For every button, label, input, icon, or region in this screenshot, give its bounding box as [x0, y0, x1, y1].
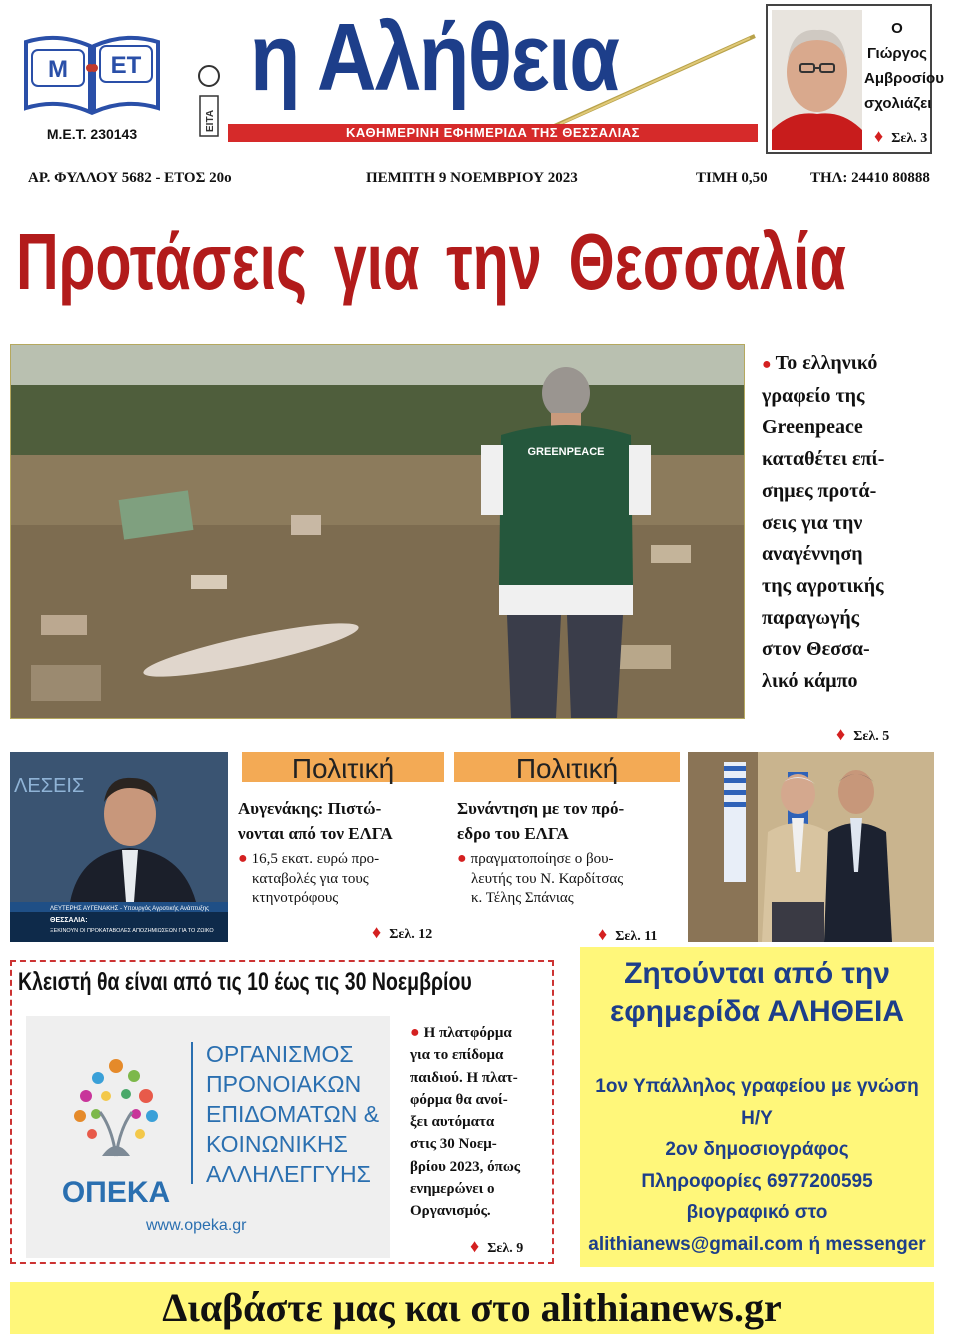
ad-title-line-1: Ζητούνται από την	[624, 957, 890, 990]
opeka-logo-line-2: ΠΡΟΝΟΙΑΚΩΝ	[206, 1071, 362, 1097]
story-right-page: Σελ. 11	[615, 929, 658, 944]
columnist-page: Σελ. 3	[891, 131, 928, 146]
job-ad-box[interactable]	[580, 947, 934, 1267]
story-right-headline-2: εδρο του ΕΛΓΑ	[457, 824, 569, 843]
lead-line: ● Το ελληνικό	[762, 352, 878, 374]
opeka-logo-line-3: ΕΠΙΔΟΜΑΤΩΝ &	[206, 1101, 380, 1127]
lead-line: λικό κάμπο	[762, 670, 858, 693]
main-photo-greenpeace[interactable]	[10, 344, 745, 719]
story-left-body-1: 16,5 εκατ. ευρώ προ-	[251, 851, 380, 867]
story-right-page-ref[interactable]	[598, 924, 657, 945]
issue-number: ΑΡ. ΦΥΛΛΟΥ 5682 - ΕΤΟΣ 20ο	[28, 170, 232, 186]
opeka-logo-name: ΟΠΕΚΑ	[61, 1176, 171, 1209]
ad-body-line-3: 2ον δημοσιογράφος	[665, 1139, 849, 1160]
opeka-line: στις 30 Νοεμ-	[410, 1136, 497, 1153]
contact-phone: ΤΗΛ: 24410 80888	[810, 170, 930, 186]
lead-line: παραγωγής	[762, 606, 860, 629]
columnist-line-1: Ο Γιώργος	[867, 20, 927, 62]
bullet-icon: ●	[410, 1024, 424, 1041]
tv-caption-name: ΛΕΥΤΕΡΗΣ ΑΥΓΕΝΑΚΗΣ - Υπουργός Αγροτικής Ανάπτυξης	[50, 906, 210, 912]
category-tab-politics-right[interactable]: Πολιτική	[454, 752, 680, 782]
avgenakis-tv-photo[interactable]	[10, 752, 228, 942]
opeka-line: παιδιού. Η πλατ-	[410, 1069, 518, 1086]
opeka-line: ● Η πλατφόρμα	[410, 1024, 512, 1041]
lead-line: καταθέτει επί-	[762, 448, 885, 471]
story-left-body-2: καταβολές για τους	[252, 870, 369, 887]
tv-caption-headline: ΞΕΚΙΝΟΥΝ ΟΙ ΠΡΟΚΑΤΑΒΟΛΕΣ ΑΠΟΖΗΜΙΩΣΕΩΝ ΓΙΑ ΤΟ ΖΩΙΚΟ	[50, 928, 214, 934]
story-right-headline-1: Συνάντηση με τον πρό-	[457, 799, 625, 818]
bullet-icon: ●	[762, 356, 776, 373]
issue-date: ΠΕΜΠΤΗ 9 ΝΟΕΜΒΡΙΟΥ 2023	[366, 170, 578, 186]
story-right-body-1: πραγματοποίησε ο βου-	[470, 851, 614, 867]
story-right[interactable]	[457, 796, 683, 909]
story-left-headline-1: Αυγενάκης: Πιστώ-	[238, 799, 382, 818]
story-left-page: Σελ. 12	[389, 927, 433, 942]
met-logo	[18, 12, 166, 120]
ad-title-line-2: εφημερίδα ΑΛΗΘΕΙΑ	[609, 995, 905, 1028]
met-logo-letter-m: Μ	[48, 56, 68, 83]
opeka-line: για το επίδομα	[410, 1047, 504, 1064]
ad-body-line-5: βιογραφικό στο	[686, 1202, 828, 1223]
diamond-icon: ♦	[372, 922, 382, 942]
columnist-line-2: Αμβροσίου	[864, 70, 944, 87]
spanias-meeting-photo[interactable]	[688, 752, 934, 942]
opeka-line: ενημερώνει ο	[410, 1181, 495, 1198]
newspaper-title[interactable]: η Αλήθεια	[250, 4, 619, 111]
ad-contact-email[interactable]: alithianews@gmail.com ή messenger	[588, 1233, 926, 1255]
opeka-logo[interactable]	[26, 1016, 390, 1258]
lead-story-text[interactable]	[762, 348, 942, 698]
ad-body-line-4: Πληροφορίες 6977200595	[641, 1170, 873, 1192]
opeka-line: φόρμα θα ανοί-	[410, 1091, 508, 1108]
columnist-line-3: σχολιάζει	[864, 95, 932, 112]
story-left-page-ref[interactable]	[372, 922, 432, 943]
category-tab-politics-left[interactable]: Πολιτική	[242, 752, 444, 782]
opeka-page-ref[interactable]	[470, 1236, 523, 1257]
opeka-line: ξει αυτόματα	[410, 1114, 495, 1131]
opeka-logo-line-1: ΟΡΓΑΝΙΣΜΟΣ	[206, 1041, 354, 1067]
story-right-body-2: λευτής του Ν. Καρδίτσας	[471, 870, 624, 887]
footer-website-banner[interactable]: Διαβάστε μας και στο alithianews.gr	[10, 1282, 934, 1334]
diamond-icon: ♦	[598, 924, 608, 944]
bullet-icon: ●	[238, 850, 252, 867]
story-left[interactable]	[238, 796, 448, 909]
lead-line: στον Θεσσα-	[762, 638, 870, 661]
met-code: Μ.Ε.Τ. 230143	[46, 126, 138, 142]
main-headline[interactable]: Προτάσεις για την Θεσσαλία	[16, 217, 846, 306]
story-left-headline-2: νονται από τον ΕΛΓΑ	[238, 824, 393, 843]
tv-background-text: ΛΕΣΕΙΣ	[14, 775, 85, 797]
lead-line: της αγροτικής	[762, 574, 884, 597]
opeka-line: Οργανισμός.	[410, 1203, 491, 1220]
opeka-logo-line-5: ΑΛΛΗΛΕΓΓΥΗΣ	[206, 1161, 371, 1187]
ad-body-line-1: 1ον Υπάλληλος γραφείου με γνώση	[595, 1076, 919, 1097]
lead-line: αναγέννηση	[762, 543, 863, 566]
diamond-icon: ♦	[874, 126, 884, 146]
opeka-logo-line-4: ΚΟΙΝΩΝΙΚΗΣ	[206, 1131, 348, 1157]
columnist-page-ref[interactable]	[874, 126, 927, 147]
diamond-icon: ♦	[470, 1236, 480, 1256]
opeka-story-text[interactable]	[410, 1022, 544, 1223]
ad-body-line-2: Η/Υ	[741, 1107, 773, 1129]
eita-stamp-text: ΕΙΤΑ	[205, 109, 216, 132]
columnist-box[interactable]	[766, 4, 944, 154]
bullet-icon: ●	[457, 850, 471, 867]
eita-stamp	[194, 52, 224, 144]
lead-line: γραφείο της	[762, 384, 865, 407]
issue-price: ΤΙΜΗ 0,50	[696, 170, 768, 186]
lead-page-ref[interactable]	[836, 724, 889, 745]
diamond-icon: ♦	[836, 724, 846, 744]
greenpeace-vest-text: GREENPEACE	[527, 446, 605, 458]
newspaper-subtitle: ΚΑΘΗΜΕΡΙΝΗ ΕΦΗΜΕΡΙΔΑ ΤΗΣ ΘΕΣΣΑΛΙΑΣ	[228, 124, 758, 142]
lead-line: Greenpeace	[762, 416, 863, 439]
quill-pen-icon	[540, 28, 770, 138]
story-left-body-3: κτηνοτρόφους	[252, 890, 339, 906]
opeka-headline[interactable]: Κλειστή θα είναι από τις 10 έως τις 30 Νοεμβρίου	[18, 968, 472, 996]
met-logo-letter-et: ΕΤ	[110, 52, 142, 79]
columnist-photo	[772, 10, 862, 150]
lead-line: σημες προτά-	[762, 479, 877, 502]
lead-page: Σελ. 5	[853, 729, 890, 744]
story-right-body-3: κ. Τέλης Σπάνιας	[471, 890, 574, 906]
lead-line: σεις για την	[762, 511, 863, 534]
opeka-page: Σελ. 9	[487, 1241, 524, 1256]
opeka-logo-url: www.opeka.gr	[146, 1217, 247, 1234]
opeka-line: βρίου 2023, όπως	[410, 1158, 521, 1175]
tv-caption-region: ΘΕΣΣΑΛΙΑ:	[50, 917, 88, 924]
